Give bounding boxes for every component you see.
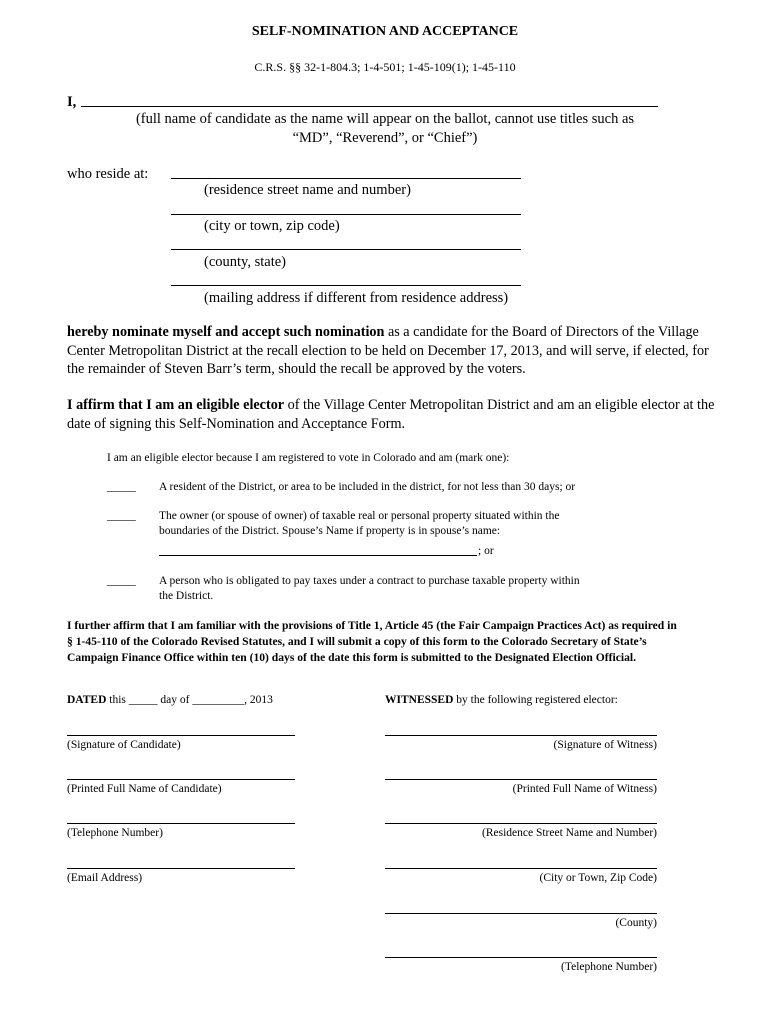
candidate-name-line[interactable]: [81, 106, 658, 107]
witness-name-print-caption: (Printed Full Name of Witness): [512, 783, 657, 795]
nomination-text: as a candidate for the Board of Directors of the Village Center Metropolitan District at the recall election to be held on December 17, 2013, and will serve, if elected, for the remainder of Steven Barr’s term, should the recall be approved by the voters.: [67, 324, 709, 377]
nomination-paragraph: [67, 323, 727, 379]
option-3-blank[interactable]: _____: [107, 575, 136, 587]
witness-county-caption: (County): [615, 917, 657, 929]
name-caption-line2: “MD”, “Reverend”, or “Chief”): [292, 130, 478, 146]
candidate-signature-line[interactable]: [67, 735, 295, 736]
witness-signature-caption: (Signature of Witness): [553, 739, 657, 751]
residence-street-line[interactable]: [171, 178, 521, 179]
name-prefix: I,: [67, 94, 77, 110]
witness-street-caption: (Residence Street Name and Number): [482, 827, 657, 839]
candidate-email-caption: (Email Address): [67, 872, 143, 884]
dated-text[interactable]: this _____ day of _________, 2013: [106, 694, 273, 706]
affirm-text: of the Village Center Metropolitan District and am an eligible elector at the date of signing this Self-Nomination and Acceptance Form.: [67, 397, 715, 432]
witness-name-print-line[interactable]: [385, 779, 657, 780]
candidate-name-print-caption: (Printed Full Name of Candidate): [67, 783, 222, 795]
candidate-email-line[interactable]: [67, 868, 295, 869]
witness-city-line[interactable]: [385, 868, 657, 869]
affirm-paragraph: [67, 396, 727, 433]
county-state-line[interactable]: [171, 249, 521, 250]
option-2-blank[interactable]: _____: [107, 510, 136, 522]
county-state-caption: (county, state): [204, 254, 287, 270]
residence-street-caption: (residence street name and number): [204, 182, 411, 198]
city-zip-line[interactable]: [171, 214, 521, 215]
witness-county-line[interactable]: [385, 913, 657, 914]
dated-line: [67, 693, 273, 708]
witnessed-bold: WITNESSED: [385, 694, 454, 706]
option-3-text-line2: the District.: [159, 590, 214, 602]
candidate-phone-line[interactable]: [67, 823, 295, 824]
witnessed-text: by the following registered elector:: [453, 694, 618, 706]
option-2-text-line2: boundaries of the District. Spouse’s Name if property is in spouse’s name:: [159, 525, 501, 537]
reside-label: who reside at:: [67, 166, 149, 182]
option-1-blank[interactable]: _____: [107, 481, 136, 493]
further-affirm-paragraph: I further affirm that I am familiar with the provisions of Title 1, Article 45 (the Fair Campaign Practices Act) as required in § 1-45-110 of the Colorado Revised Statutes, and I will submit a copy of this form to the Colorado Secretary of State’s Campaign Finance Office within ten (10) days of the date this form is submitted to the Designated Election Official.: [67, 619, 677, 664]
name-caption-line1: (full name of candidate as the name will appear on the ballot, cannot use titles such as: [135, 111, 635, 127]
witness-phone-line[interactable]: [385, 957, 657, 958]
city-zip-caption: (city or town, zip code): [204, 218, 340, 234]
witness-signature-line[interactable]: [385, 735, 657, 736]
page-title: SELF-NOMINATION AND ACCEPTANCE: [251, 24, 519, 39]
witness-city-caption: (City or Town, Zip Code): [539, 872, 657, 884]
candidate-signature-caption: (Signature of Candidate): [67, 739, 181, 751]
witness-phone-caption: (Telephone Number): [561, 961, 657, 973]
candidate-name-print-line[interactable]: [67, 779, 295, 780]
option-3-text-line1: A person who is obligated to pay taxes under a contract to purchase taxable property within: [159, 575, 580, 587]
witness-street-line[interactable]: [385, 823, 657, 824]
statute-citation: C.R.S. §§ 32-1-804.3; 1-4-501; 1-45-109(1); 1-45-110: [254, 60, 516, 74]
affirm-bold: I affirm that I am an eligible elector: [67, 397, 285, 413]
dated-bold: DATED: [67, 694, 107, 706]
spouse-name-line[interactable]: [159, 555, 477, 556]
option-1-text: A resident of the District, or area to be included in the district, for not less than 30 days; or: [159, 481, 576, 493]
candidate-phone-caption: (Telephone Number): [67, 827, 163, 839]
eligibility-intro: I am an eligible elector because I am registered to vote in Colorado and am (mark one):: [107, 452, 510, 464]
witnessed-line: [385, 693, 618, 708]
mailing-address-caption: (mailing address if different from residence address): [204, 290, 509, 306]
mailing-address-line[interactable]: [171, 285, 521, 286]
option-2-text-line1: The owner (or spouse of owner) of taxable real or personal property situated within the: [159, 510, 560, 522]
nomination-bold: hereby nominate myself and accept such nomination: [67, 324, 385, 340]
option-2-text-line3: ; or: [478, 545, 494, 557]
